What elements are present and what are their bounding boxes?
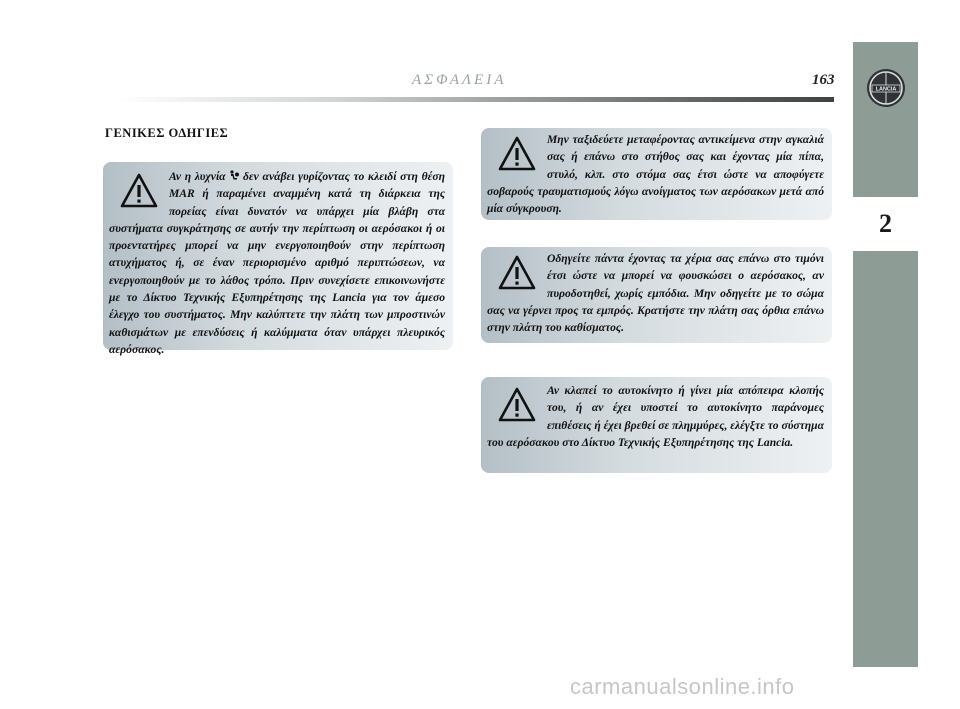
warning-text: Αν κλαπεί το αυτοκίνητο ή γίνει μία απόπειρα κλοπής του, ή αν έχει υποστεί το αυτοκίνητο παράνομες επιθέσεις ή έχει βρεθεί σε πλημμύρες, ελέγξτε το σύστημα του αερόσακου στο Δίκτυο Τεχνικής Εξυπηρέτησης της Lancia. [487,384,824,449]
warning-text: Οδηγείτε πάντα έχοντας τα χέρια σας επάνω στο τιμόνι έτσι ώστε να μπορεί να φουσκώσει ο αερόσακος, αν πυροδοτηθεί, χωρίς εμπόδια. Μην οδηγείτε με το σώμα σας να γέρνει προς τα εμπρός. Κρατήστε την πλάτη σας όρθια επάνω στην πλάτη του καθίσματος. [487,252,824,335]
chapter-number-box [853,197,918,251]
chapter-number: 2 [879,209,892,238]
page-number: 163 [812,72,835,88]
svg-text:LANCIA: LANCIA [875,86,897,93]
warning-box-hands-on-wheel [481,247,832,343]
warning-triangle-icon [497,254,537,292]
page-header-title: ΑΣΦΑΛΕΙΑ [412,72,507,88]
watermark: carmanualsonline.info [570,674,795,699]
warning-triangle-icon [497,135,537,173]
warning-box-objects [481,128,832,220]
header-divider [118,97,834,102]
warning-triangle-icon [119,172,159,210]
section-heading: ΓΕΝΙΚΕΣ ΟΔΗΓΙΕΣ [105,126,229,140]
warning-text: Μην ταξιδεύετε μεταφέροντας αντικείμενα στην αγκαλιά σας ή επάνω στο στήθος σας και έχοντας μία πίπα, στυλό, κλπ. στο στόμα σας έτσι ώστε να αποφύγετε σοβαρούς τραυματισμούς λόγω ανοίγματος των αερόσακων μετά από μία σύγκρουση. [487,133,824,216]
warning-text: Αν η λυχνία δεν ανάβει γυρίζοντας το κλειδί στη θέση MAR ή παραμένει αναμμένη κατά τη διάρκεια της πορείας είναι δυνατόν να υπάρχει μία βλάβη στα συστήματα συγκράτησης σε αυτήν την περίπτωση οι αερόσακοι ή οι προεντατήρες μπορεί να μην ενεργοποιηθούν στην περίπτωση ατυχήματος ή, σε έναν περιορισμένο αριθμό περιπτώσεων, να ενεργοποιηθούν με το λάθος τρόπο. Πριν συνεχίσετε επικοινωνήστε με το Δίκτυο Τεχνικής Εξυπηρέτησης της Lancia για τον άμεσο έλεγχο του συστήματος. Μην καλύπτετε την πλάτη των μπροστινών καθισμάτων με επενδύσεις ή καλύμματα όταν υπάρχει πλευρικός αερόσακος. [109,170,445,356]
airbag-warning-lamp-icon [229,170,239,181]
warning-triangle-icon [497,386,537,424]
warning-box-theft-flood [481,377,832,473]
warning-box-airbag-lamp [103,162,453,356]
chapter-side-tab [853,42,918,667]
lancia-logo-icon [866,68,906,108]
